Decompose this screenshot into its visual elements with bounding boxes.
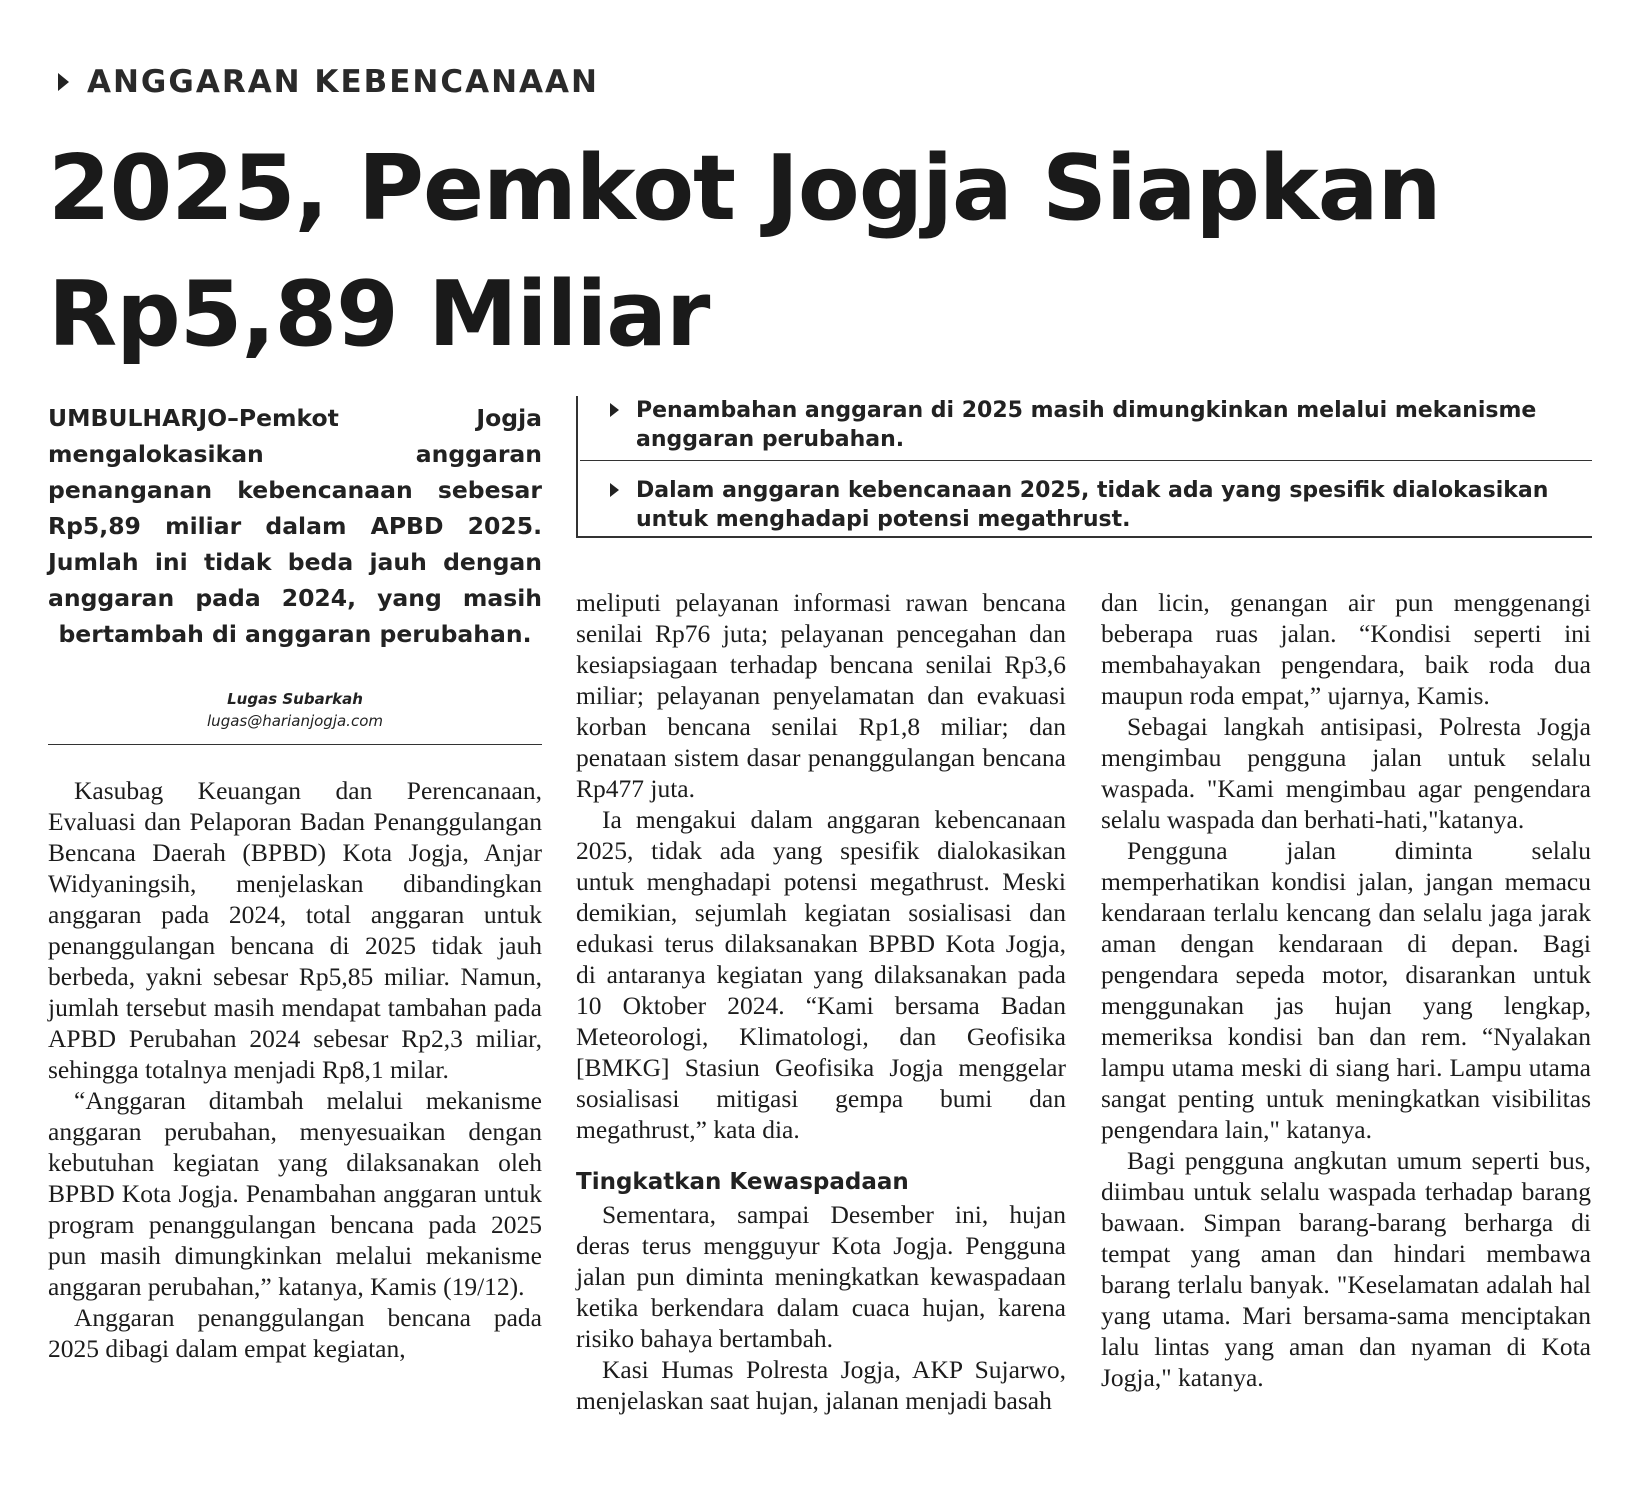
body-paragraph: Kasi Humas Polresta Jogja, AKP Sujarwo, menjelaskan saat hujan, jalanan menjadi basah [576, 1355, 1066, 1415]
body-paragraph: Anggaran penanggulangan bencana pada 2025 dibagi dalam empat kegiatan, [48, 1303, 542, 1363]
highlight-item [606, 476, 1592, 534]
triangle-bullet-icon [610, 483, 619, 497]
body-column-3 [1101, 587, 1591, 1393]
highlight-text: Penambahan anggaran di 2025 masih dimungkinkan melalui mekanisme anggaran perubahan. [636, 398, 1537, 452]
highlight-text: Dalam anggaran kebencanaan 2025, tidak ada yang spesifik dialokasikan untuk menghadapi potensi megathrust. [636, 478, 1549, 532]
body-paragraph: Sebagai langkah antisipasi, Polresta Jogja mengimbau pengguna jalan untuk selalu waspada. "Kami mengimbau agar pengendara selalu waspada dan berhati-hati,"katanya. [1101, 712, 1591, 834]
body-paragraph: Sementara, sampai Desember ini, hujan deras terus mengguyur Kota Jogja. Pengguna jalan pun diminta meningkatkan kewaspadaan ketika berkendara dalam cuaca hujan, karena risiko bahaya bertambah. [576, 1200, 1066, 1353]
body-paragraph: meliputi pelayanan informasi rawan bencana senilai Rp76 juta; pelayanan pencegahan dan kesiapsiagaan terhadap bencana senilai Rp3,6 miliar; pelayanan penyelamatan dan evakuasi korban bencana senilai Rp1,8 miliar; dan penataan sistem dasar penanggulangan bencana Rp477 juta. [576, 588, 1066, 803]
body-paragraph: “Anggaran ditambah melalui mekanisme anggaran perubahan, menyesuaikan dengan kebutuhan kegiatan yang dilaksanakan oleh BPBD Kota Jogja. Penambahan anggaran untuk program penanggulangan bencana pada 2025 pun masih dimungkinkan melalui mekanisme anggaran perubahan,” katanya, Kamis (19/12). [48, 1086, 542, 1301]
triangle-bullet-icon [58, 73, 69, 91]
divider-rule [48, 744, 542, 745]
body-paragraph: Bagi pengguna angkutan umum seperti bus, diimbau untuk selalu waspada terhadap barang bawaan. Simpan barang-barang berharga di tempat yang aman dan hindari membawa barang terlalu banyak. "Keselamatan adalah hal yang utama. Mari bersama-sama menciptakan lalu lintas yang aman dan nyaman di Kota Jogja," katanya. [1101, 1146, 1591, 1392]
body-column-2 [576, 587, 1066, 1416]
triangle-bullet-icon [610, 403, 619, 417]
body-paragraph: Ia mengakui dalam anggaran kebencanaan 2025, tidak ada yang spesifik dialokasikan untuk menghadapi potensi megathrust. Meski demikian, sejumlah kegiatan sosialisasi dan edukasi terus dilaksanakan BPBD Kota Jogja, di antaranya kegiatan yang dilaksanakan pada 10 Oktober 2024. “Kami bersama Badan Meteorologi, Klimatologi, dan Geofisika [BMKG] Stasiun Geofisika Jogja menggelar sosialisasi mitigasi gempa bumi dan megathrust,” kata dia. [576, 805, 1066, 1144]
byline [48, 688, 542, 732]
body-paragraph: dan licin, genangan air pun menggenangi beberapa ruas jalan. “Kondisi seperti ini membahayakan pengendara, baik roda dua maupun roda empat,” ujarnya, Kamis. [1101, 588, 1591, 710]
highlights-box [576, 396, 1592, 538]
body-column-1 [48, 775, 542, 1364]
section-kicker [58, 64, 599, 100]
subheading: Tingkatkan Kewaspadaan [576, 1169, 909, 1195]
lead-paragraph: UMBULHARJO–Pemkot Jogja mengalokasikan anggaran penanganan kebencanaan sebesar Rp5,89 miliar dalam APBD 2025. Jumlah ini tidak beda jauh dengan anggaran pada 2024, yang masih bertambah di anggaran perubahan. [48, 404, 542, 648]
highlight-divider [580, 460, 1592, 461]
body-paragraph: Pengguna jalan diminta selalu memperhatikan kondisi jalan, jangan memacu kendaraan terlalu kencang dan selalu jaga jarak aman dengan kendaraan di depan. Bagi pengendara sepeda motor, disarankan untuk menggunakan jas hujan yang lengkap, memeriksa kondisi ban dan rem. “Nyalakan lampu utama meski di siang hari. Lampu utama sangat penting untuk meningkatkan visibilitas pengendara lain," katanya. [1101, 836, 1591, 1144]
author-email: lugas@harianjogja.com [207, 712, 383, 730]
headline [48, 126, 1548, 378]
author-name: Lugas Subarkah [227, 690, 363, 708]
headline-line-2: Rp5,89 Miliar [48, 262, 710, 367]
headline-line-1: 2025, Pemkot Jogja Siapkan [48, 136, 1441, 241]
kicker-text: ANGGARAN KEBENCANAAN [87, 64, 599, 100]
body-paragraph: Kasubag Keuangan dan Perencanaan, Evaluasi dan Pelaporan Badan Penanggulangan Bencana Daerah (BPBD) Kota Jogja, Anjar Widyaningsih, menjelaskan dibandingkan anggaran pada 2024, total anggaran untuk penanggulangan bencana di 2025 tidak jauh berbeda, yakni sebesar Rp5,85 miliar. Namun, jumlah tersebut masih mendapat tambahan pada APBD Perubahan 2024 sebesar Rp2,3 miliar, sehingga totalnya menjadi Rp8,1 milar. [48, 776, 542, 1084]
highlight-item [606, 396, 1592, 454]
